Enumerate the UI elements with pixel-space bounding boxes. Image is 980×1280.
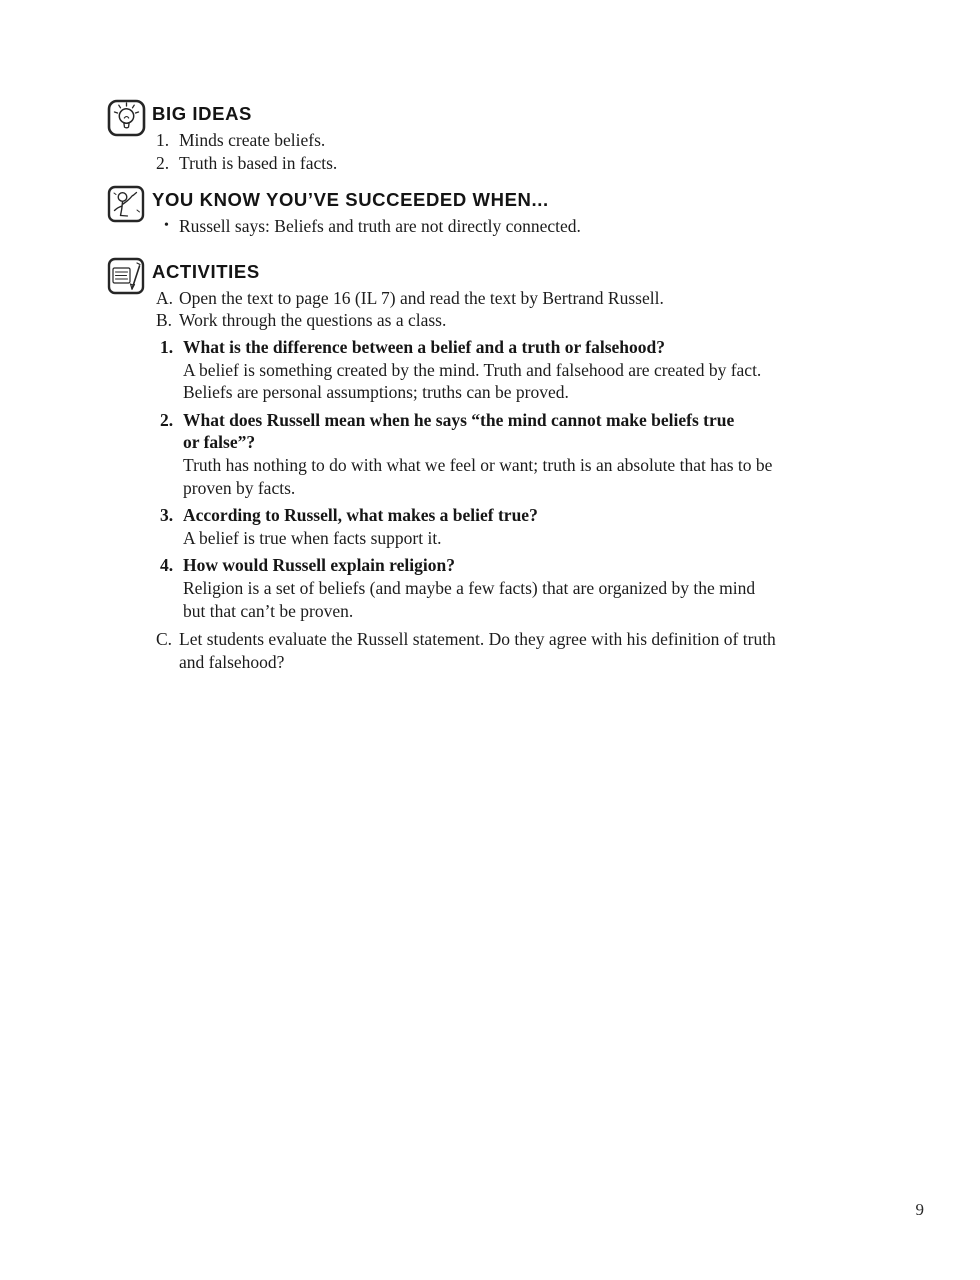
step-marker: C.	[156, 629, 173, 650]
question-row	[160, 336, 780, 359]
question-row	[160, 504, 780, 527]
lightbulb-icon	[106, 97, 148, 139]
answer-text: A belief is true when facts support it.	[183, 527, 442, 548]
question-marker: 3.	[160, 505, 174, 526]
list-item	[152, 152, 780, 175]
bullet-marker: •	[164, 218, 169, 234]
step-item-b	[152, 309, 780, 332]
question-block	[160, 504, 780, 549]
list-marker: 2.	[156, 152, 170, 173]
question-list	[152, 336, 780, 622]
bullet-item	[152, 215, 780, 238]
big-ideas-heading: BIG IDEAS	[152, 103, 252, 124]
page-number: 9	[915, 1200, 924, 1219]
question-text: How would Russell explain religion?	[183, 555, 455, 576]
question-marker: 1.	[160, 336, 174, 357]
answer-text: Religion is a set of beliefs (and maybe a few facts) that are organized by the mind but that can’t be proven.	[183, 577, 756, 621]
cheering-person-icon	[106, 183, 148, 225]
writing-hand-icon	[106, 255, 148, 297]
succeeded-heading: YOU KNOW YOU’VE SUCCEEDED WHEN...	[152, 189, 549, 211]
bullet-text: Russell says: Beliefs and truth are not directly connected.	[179, 216, 581, 237]
question-block	[160, 409, 780, 499]
step-marker: A.	[156, 287, 174, 308]
big-ideas-list	[152, 129, 780, 174]
step-text: Work through the questions as a class.	[179, 310, 447, 331]
question-block	[160, 336, 780, 404]
question-block	[160, 554, 780, 622]
section-succeeded	[152, 188, 780, 238]
question-text: According to Russell, what makes a belief true?	[183, 505, 538, 526]
succeeded-list	[152, 215, 780, 238]
answer-text: Truth has nothing to do with what we feel or want; truth is an absolute that has to be proven by facts.	[183, 454, 773, 498]
question-row	[160, 554, 780, 577]
page-content	[152, 102, 780, 687]
question-text: What is the difference between a belief and a truth or falsehood?	[183, 336, 666, 357]
list-text: Truth is based in facts.	[179, 152, 338, 173]
step-marker: B.	[156, 310, 173, 331]
step-text: Open the text to page 16 (IL 7) and read the text by Bertrand Russell.	[179, 287, 664, 308]
question-text: What does Russell mean when he says “the mind cannot make beliefs true or false”?	[183, 409, 735, 453]
question-marker: 4.	[160, 555, 174, 576]
step-item-c	[152, 628, 780, 673]
list-item	[152, 129, 780, 152]
activities-heading: ACTIVITIES	[152, 260, 260, 282]
activities-steps	[152, 287, 780, 674]
step-item-a	[152, 287, 780, 310]
list-marker: 1.	[156, 130, 170, 150]
question-marker: 2.	[160, 409, 174, 430]
section-activities	[152, 260, 780, 674]
answer-text: A belief is something created by the mind. Truth and falsehood are created by fact. Beliefs are personal assumptions; truths can be proved.	[183, 359, 762, 403]
section-big-ideas	[152, 102, 780, 174]
list-text: Minds create beliefs.	[179, 130, 326, 150]
question-row	[160, 409, 780, 454]
step-text: Let students evaluate the Russell statement. Do they agree with his definition of truth and falsehood?	[179, 629, 776, 672]
